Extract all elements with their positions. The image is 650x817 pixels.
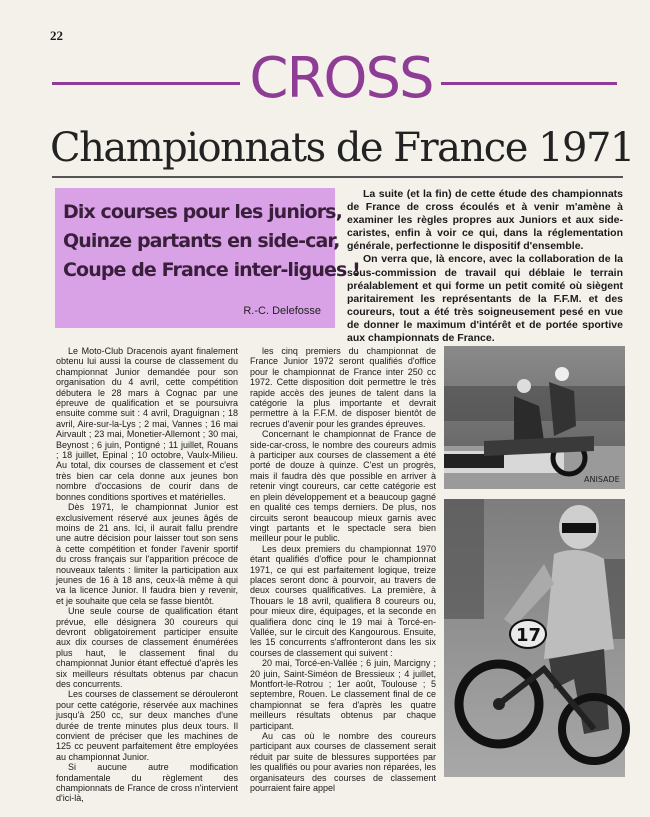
page-number: 22 (50, 28, 63, 43)
sidecar-photo-image (444, 346, 625, 489)
body-paragraph: Si aucune autre modification fondamentale du règlement des championnats de France de cross n'intervient d'ici-là, (56, 762, 238, 804)
sidecar-race-photo (444, 346, 625, 489)
section-header (46, 48, 619, 110)
body-paragraph: les cinq premiers du championnat de France Junior 1972 seront qualifiés d'office pour le championnat de France inter 250 cc 1972. Cette disposition doit permettre le très rapide accès des jeunes de talent dans la catégorie la plus importante et devrait permettre à la F.F.M. de disposer bientôt de recrues d'avenir pour les grandes épreuves. (250, 346, 436, 429)
body-paragraph: Le Moto-Club Dracenois ayant finalement obtenu lui aussi la course de classement du championnat Junior demandée pour son organisation du 4 avril, cette compétition débutera le 28 mars à Cognac par une épreuve de qualification et se poursuivra ensuite comme suit : 4 avril, Draguignan ; 18 avril, Aire-sur-la-Lys ; 2 mai, Vannes ; 16 mai Airvault ; 23 mai, Monetier-Allemont ; 30 mai, Beynost ; 6 juin, Pontigné ; 11 juillet, Rouans ; 18 juillet, Epinal ; 10 octobre, Vaulx-Milieu. Au total, dix courses de classement et c'est très bien car cela donne aux jeunes bon nombre d'occasions de courir dans de bonnes conditions sportives et matérielles. (56, 346, 238, 502)
intro-paragraph: La suite (et la fin) de cette étude des championnats de France de cross écoulés et à venir m'amène à examiner les règles propres aux Juniors et aux side-caristes, enfin à voir ce qui, dans la réglementation générale, perfectionne le dispositif d'ensemble. (347, 188, 623, 253)
author-byline: R.-C. Delefosse (243, 305, 321, 317)
headline-box (55, 188, 360, 328)
intro-paragraphs (347, 188, 623, 345)
headline-line: Coupe de France inter-ligues ! (63, 259, 360, 281)
article-title: Championnats de France 1971 (50, 125, 634, 171)
headline-line: Dix courses pour les juniors, (63, 201, 342, 223)
body-paragraph: Dès 1971, le championnat Junior est exclusivement réservé aux jeunes âgés de moins de 21 ans. Ici, il aurait fallu prendre une autre décision pour laisser tout son sens à cette compétition et fonder l'avenir sportif du cross français sur l'apparition précoce de nouveaux talents : limiter la participation aux jeunes de 16 à 18 ans, ceux-là même à qui va la licence Junior. Il faudra bien y revenir, et je souhaite que cela se fasse bientôt. (56, 502, 238, 606)
rider-photo-image (444, 499, 625, 777)
box-headline (63, 198, 360, 285)
headline-line: Quinze partants en side-car, (63, 230, 340, 252)
motocross-rider-photo (444, 499, 625, 777)
body-column-2 (250, 346, 436, 798)
body-paragraph: Les deux premiers du championnat 1970 étant qualifiés d'office pour le championnat 1971, ce qui est parfaitement logique, treize places seront donc à pourvoir, au travers de deux courses qualificatives. La première, à Thouars le 18 avril, qualifiera 8 coureurs ou, pour mieux dire, équipages, et la seconde en qualifiera donc cinq le 19 mai à Torcé-en-Vallée, sur le circuit des Kangourous. Ensuite, les 15 concurrents s'affronteront dans les six courses de classement qui suivent : (250, 543, 436, 658)
number-plate-text: 17 (516, 625, 542, 646)
body-column-1 (56, 346, 238, 804)
body-paragraph: 20 mai, Torcé-en-Vallée ; 6 juin, Marcigny ; 20 juin, Saint-Siméon de Bressieux ; 4 juillet, Montfort-le-Rotrou ; 1er août, Toulouse ; 5 septembre, Rouen. Le classement final de ce championnat se fera d'après les quatre meilleurs résultats obtenus par chaque participant. (250, 658, 436, 731)
header-rule-left (52, 82, 240, 85)
section-title: CROSS (249, 46, 433, 111)
header-rule-right (441, 82, 617, 85)
body-paragraph: Une seule course de qualification étant prévue, elle désignera 30 coureurs qui devront obligatoirement participer ensuite aux dix courses de classement énumérées plus haut, le classement final du championnat Junior étant effectué d'après les six meilleurs résultats obtenus par chacun des concurrents. (56, 606, 238, 689)
body-paragraph: Les courses de classement se dérouleront pour cette catégorie, réservée aux machines jusqu'à 250 cc, sur deux manches d'une durée de trente minutes plus deux tours. Il convient de préciser que les machines de 125 cc peuvent parfaitement être employées au championnat Junior. (56, 689, 238, 762)
title-rule (52, 176, 623, 178)
body-paragraph: Concernant le championnat de France de side-car-cross, le nombre des coureurs admis à participer aux courses de classement a été porté de douze à quinze. C'est un progrès, mais il faudra dès que possible en arriver à retenir vingt coureurs, car cette catégorie est en plein développement et a beaucoup gagné en qualité ces temps derniers. De plus, nos circuits seront beaucoup mieux garnis avec vingt partants et le spectacle sera bien meilleur pour le public. (250, 429, 436, 544)
banner-text: ANISADE (584, 475, 620, 484)
intro-paragraph: On verra que, là encore, avec la collaboration de la sous-commission de travail qui déblaie le terrain préalablement et qui forme un petit comité où siègent paritairement les représentants de la F.F.M. et des coureurs, tout a été très soigneusement pesé en vue de donner le maximum d'intérêt et de portée sportive aux championnats de France. (347, 253, 623, 345)
body-paragraph: Au cas où le nombre des coureurs participant aux courses de classement serait réduit par suite de blessures supportées par les qualifiés ou pour avaries non réparées, les organisateurs des courses de classement pourraient faire appel (250, 731, 436, 794)
